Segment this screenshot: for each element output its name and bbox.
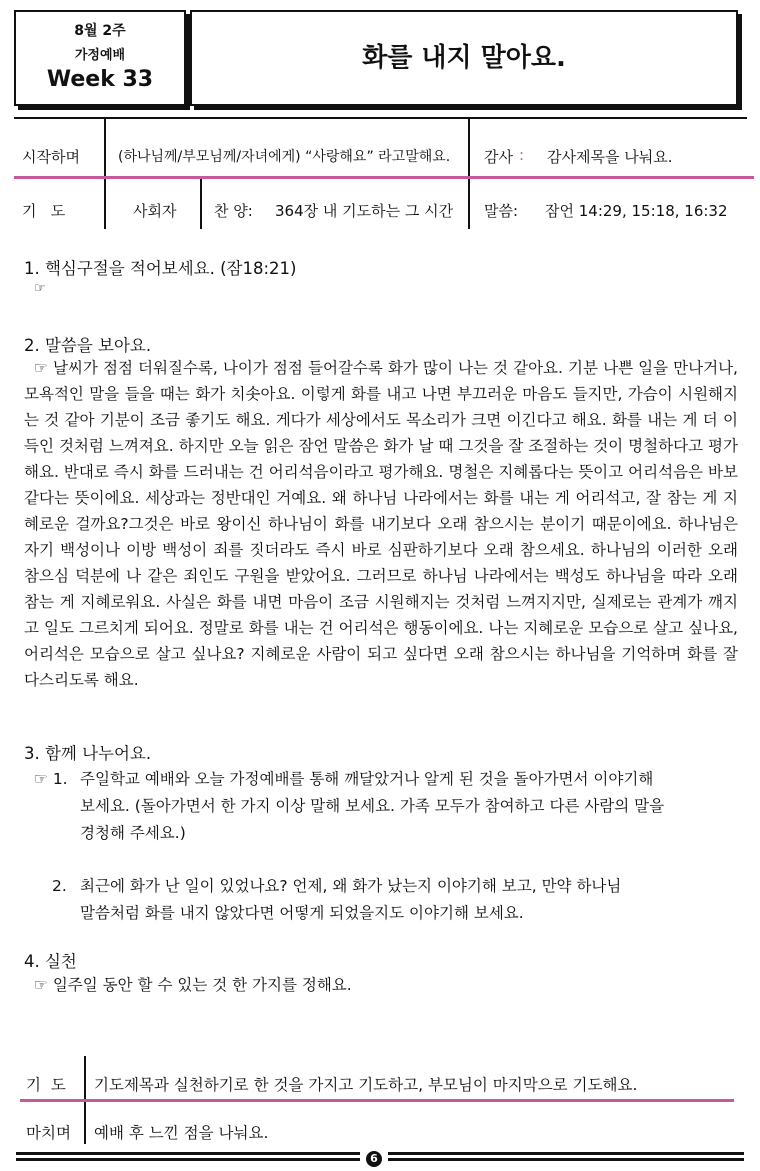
thanks-text: 감사제목을 나눠요.: [547, 148, 673, 166]
section1-heading: 1. 핵심구절을 적어보세요. (잠18:21): [24, 259, 297, 278]
word-label: 말씀:: [484, 202, 519, 220]
item2-line: 말씀처럼 화를 내지 않았다면 어떻게 되었을지도 이야기해 보세요.: [80, 904, 524, 922]
section4-heading: 4. 실천: [24, 952, 77, 971]
worship-type: 가정예배: [74, 48, 126, 63]
item1-line: 보세요. (돌아가면서 한 가지 이상 말해 보세요. 가족 모두가 참여하고 다른 사람의 말을: [80, 797, 665, 815]
section2-paragraph: ☞ 날씨가 점점 더워질수록, 나이가 점점 들어갈수록 화가 많이 나는 것 같아요. 기분 나쁜 일을 만나거나, 모욕적인 말을 들을 때는 화가 치솟아요. 이렇게 화를 내고 나면 부끄러운 마음도 들지만, 가슴이 시원해지는 것 같아 기분이 조금 좋기도 해요. 게다가 세상에서도 목소리가 크면 이긴다고 해요. 화를 내는 게 더 이득인 것처럼 느껴져요. 하지만 오늘 읽은 잠언 말씀은 화가 날 때 그것을 잘 조절하는 것이 명철하다고 평가해요. 반대로 즉시 화를 드러내는 건 어리석음이라고 평가해요. 명철은 지혜롭다는 뜻이고 어리석음은 바보 같다는 뜻이에요. 세상과는 정반대인 거예요. 왜 하나님 나라에서는 화를 내는 게 어리석고, 잘 참는 게 지혜로운 걸까요?그것은 바로 왕이신 하나님이 화를 내기보다 오래 참으시는 분이기 때문이에요. 하나님은 자기 백성이나 이방 백성이 죄를 짓더라도 즉시 바로 심판하기보다 오래 참으세요. 하나님의 이러한 오래 참으심 덕분에 나 같은 죄인도 구원을 받았어요. 그러므로 하나님 나라에서는 백성도 하나님을 따라 오래 참는 게 지혜로워요. 사실은 화를 내면 마음이 조금 시원해지는 것처럼 느껴지지만, 실제로는 관계가 깨지고 일도 그르치게 되어요. 정말로 화를 내는 건 어리석은 행동이에요. 나는 지혜로운 모습으로 살고 싶나요, 어리석은 모습으로 살고 싶나요? 지혜로운 사람이 되고 싶다면 오래 참으시는 하나님을 기억하며 화를 잘 다스리도록 해요.: [24, 359, 738, 689]
item1-marker: ☞ 1.: [34, 770, 68, 788]
pointer-icon: ☞: [34, 281, 46, 296]
section4-text: ☞ 일주일 동안 할 수 있는 것 한 가지를 정해요.: [34, 976, 352, 994]
pink-rule: [20, 1099, 734, 1102]
leader-label: 사회자: [133, 202, 177, 220]
footer-close-text: 예배 후 느낀 점을 나눠요.: [94, 1124, 269, 1142]
worship-info-box: [14, 10, 186, 106]
start-label: 시작하며: [22, 148, 80, 166]
week-number: Week 33: [46, 67, 154, 92]
item2-marker: 2.: [52, 877, 67, 895]
title-box: [190, 10, 738, 106]
thanks-separator: :: [519, 146, 525, 164]
page-title: 화를 내지 말아요.: [362, 43, 566, 73]
start-text: (하나님께/부모님께/자녀에게) “사랑해요” 라고말해요.: [118, 149, 451, 165]
word-text: 잠언 14:29, 15:18, 16:32: [545, 202, 728, 220]
page-number: 6: [366, 1151, 382, 1167]
divider: [104, 179, 106, 229]
footer-prayer-label: 기 도: [26, 1076, 66, 1094]
item2-text: [80, 873, 740, 927]
footer-prayer-text: 기도제목과 실천하기로 한 것을 가지고 기도하고, 부모님이 마지막으로 기도해요.: [94, 1076, 638, 1094]
divider: [468, 179, 470, 229]
week-date: 8월 2주: [74, 23, 126, 39]
prayer-label: 기 도: [22, 202, 66, 220]
thanks-label: 감사: [484, 148, 513, 166]
section2-heading: 2. 말씀을 보아요.: [24, 336, 152, 355]
divider: [468, 118, 470, 176]
item2-line: 최근에 화가 난 일이 있었나요? 언제, 왜 화가 났는지 이야기해 보고, 만약 하나님: [80, 877, 622, 895]
item1-line: 주일학교 예배와 오늘 가정예배를 통해 깨달았거나 알게 된 것을 돌아가면서 이야기해: [80, 770, 654, 788]
hymn-text: 364장 내 기도하는 그 시간: [275, 202, 454, 220]
item1-text: [80, 766, 740, 847]
divider: [104, 118, 106, 176]
footer-close-label: 마치며: [26, 1124, 71, 1142]
table-top-rule: [14, 117, 747, 119]
section3-heading: 3. 함께 나누어요.: [24, 744, 152, 763]
hymn-label: 찬 양:: [214, 202, 253, 220]
divider: [200, 179, 202, 229]
item1-line: 경청해 주세요.): [80, 824, 186, 842]
pink-rule: [14, 176, 754, 179]
